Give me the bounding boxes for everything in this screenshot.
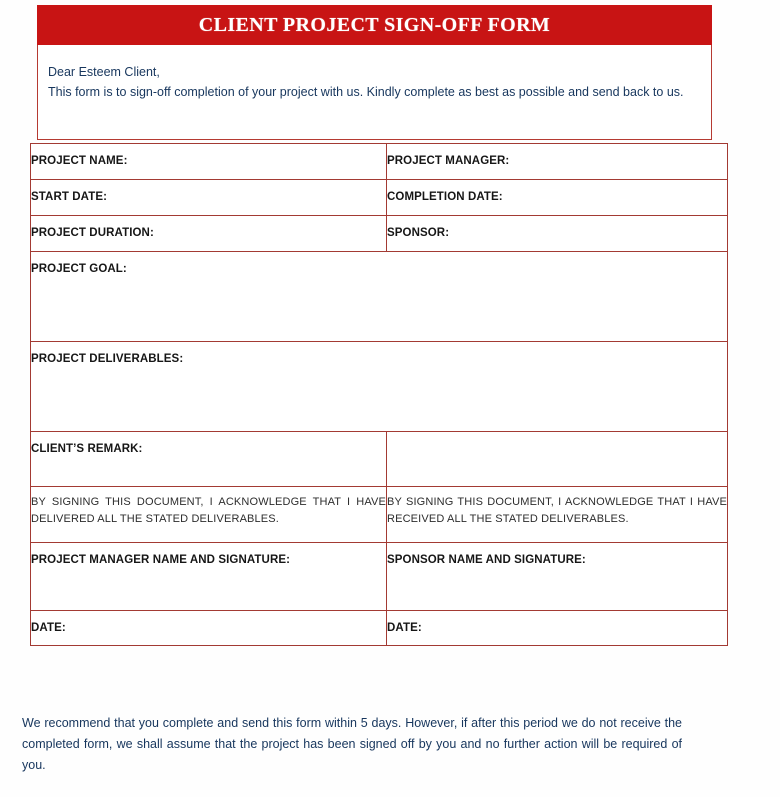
table-row: [31, 252, 728, 342]
field-label: DATE:: [31, 622, 66, 634]
field-label: PROJECT NAME:: [31, 155, 128, 167]
field-date-sponsor[interactable]: [387, 611, 728, 646]
field-label: SPONSOR:: [387, 227, 450, 239]
field-label: PROJECT DURATION:: [31, 227, 154, 239]
table-row: [31, 543, 728, 611]
field-project-manager-signature[interactable]: [31, 543, 387, 611]
field-project-manager[interactable]: [387, 144, 728, 180]
field-completion-date[interactable]: [387, 180, 728, 216]
signoff-form-table: [30, 143, 728, 646]
field-label: PROJECT GOAL:: [31, 263, 127, 275]
footer-note: We recommend that you complete and send this form within 5 days. However, if after this period we do not receive the completed form, we shall assume that the project has been signed off by you and no further action will be required of you.: [22, 716, 682, 772]
table-row: [31, 487, 728, 543]
field-date-manager[interactable]: [31, 611, 387, 646]
intro-greeting: Dear Esteem Client,: [48, 65, 160, 79]
acknowledgement-text: BY SIGNING THIS DOCUMENT, I ACKNOWLEDGE THAT I HAVE DELIVERED ALL THE STATED DELIVERABLES.: [31, 496, 386, 525]
field-clients-remark[interactable]: [31, 432, 387, 487]
field-sponsor-signature[interactable]: [387, 543, 728, 611]
table-row: [31, 216, 728, 252]
intro-body-text: This form is to sign-off completion of your project with us. Kindly complete as best as possible and send back to us.: [48, 85, 684, 99]
form-header-banner: [37, 5, 712, 45]
field-start-date[interactable]: [31, 180, 387, 216]
field-label: PROJECT DELIVERABLES:: [31, 353, 184, 365]
acknowledgement-received: [387, 487, 728, 543]
page-title: CLIENT PROJECT SIGN-OFF FORM: [198, 14, 551, 36]
field-project-goal[interactable]: [31, 252, 728, 342]
table-row: [31, 180, 728, 216]
table-row: [31, 432, 728, 487]
field-label: START DATE:: [31, 191, 108, 203]
intro-block: [37, 45, 712, 140]
field-label: DATE:: [387, 622, 422, 634]
field-label: CLIENT’S REMARK:: [31, 443, 143, 455]
table-row: [31, 144, 728, 180]
field-label: COMPLETION DATE:: [387, 191, 503, 203]
field-label: PROJECT MANAGER:: [387, 155, 510, 167]
table-row: [31, 611, 728, 646]
field-label: PROJECT MANAGER NAME AND SIGNATURE:: [31, 554, 291, 566]
field-sponsor[interactable]: [387, 216, 728, 252]
field-project-name[interactable]: [31, 144, 387, 180]
acknowledgement-delivered: [31, 487, 387, 543]
acknowledgement-text: BY SIGNING THIS DOCUMENT, I ACKNOWLEDGE THAT I HAVE RECEIVED ALL THE STATED DELIVERABLES.: [387, 496, 727, 525]
field-project-deliverables[interactable]: [31, 342, 728, 432]
field-label: SPONSOR NAME AND SIGNATURE:: [387, 554, 586, 566]
table-row: [31, 342, 728, 432]
field-project-duration[interactable]: [31, 216, 387, 252]
field-clients-remark-value[interactable]: [387, 432, 728, 487]
